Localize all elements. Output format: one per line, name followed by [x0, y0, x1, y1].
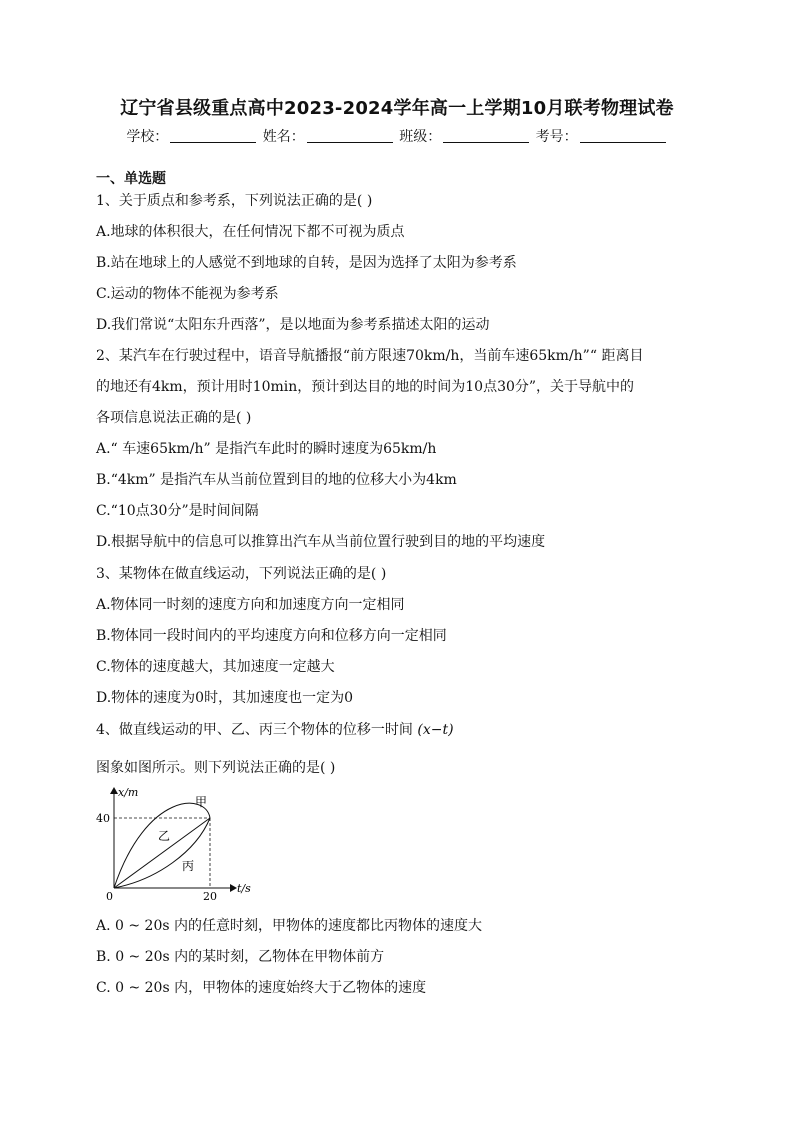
class-blank[interactable]: [443, 128, 529, 143]
xt-graph: [96, 782, 266, 900]
label-jia: 甲: [195, 795, 208, 809]
q2-stem-line3: 各项信息说法正确的是( ): [96, 410, 252, 426]
q2-option-b: B.“4km” 是指汽车从当前位置到目的地的位移大小为4km: [96, 472, 457, 488]
name-blank[interactable]: [307, 128, 393, 143]
q1-option-b: B.站在地球上的人感觉不到地球的自转，是因为选择了太阳为参考系: [96, 255, 517, 271]
q4-stem-expression: (x−t): [417, 722, 454, 738]
y-axis-label: x/m: [118, 786, 139, 799]
q2-option-d: D.根据导航中的信息可以推算出汽车从当前位置行驶到目的地的平均速度: [96, 534, 546, 550]
class-label: 班级：: [399, 129, 442, 145]
x-tick-20: 20: [203, 890, 217, 900]
label-bing: 丙: [182, 859, 195, 873]
q4-option-b: B. 0 ~ 20s 内的某时刻，乙物体在甲物体前方: [96, 949, 385, 965]
student-info-row: [0, 126, 794, 146]
exam-title: 辽宁省县级重点高中2023-2024学年高一上学期10月联考物理试卷: [120, 98, 674, 119]
school-blank[interactable]: [170, 128, 256, 143]
q3-option-a: A.物体同一时刻的速度方向和加速度方向一定相同: [96, 597, 405, 613]
q1-option-d: D.我们常说“太阳东升西落”，是以地面为参考系描述太阳的运动: [96, 317, 490, 333]
origin-label: 0: [106, 890, 113, 900]
q3-option-c: C.物体的速度越大，其加速度一定越大: [96, 659, 335, 675]
school-label: 学校：: [126, 129, 169, 145]
label-yi: 乙: [158, 829, 171, 843]
q2-stem-line1: 2、某汽车在行驶过程中，语音导航播报“前方限速70km/h，当前车速65km/h”“ 距离目: [96, 348, 644, 364]
q3-option-b: B.物体同一段时间内的平均速度方向和位移方向一定相同: [96, 628, 447, 644]
x-axis-label: t/s: [237, 882, 251, 895]
q2-option-a: A.“ 车速65km/h” 是指汽车此时的瞬时速度为65km/h: [96, 441, 437, 457]
q4-option-a: A. 0 ~ 20s 内的任意时刻，甲物体的速度都比丙物体的速度大: [96, 918, 482, 934]
q1-stem: 1、关于质点和参考系，下列说法正确的是( ): [96, 193, 373, 209]
y-tick-40: 40: [96, 812, 110, 825]
section-heading: 一、单选题: [96, 171, 166, 187]
q4-stem-text: 4、做直线运动的甲、乙、丙三个物体的位移一时间: [96, 722, 413, 738]
q1-option-c: C.运动的物体不能视为参考系: [96, 286, 279, 302]
name-label: 姓名：: [262, 129, 305, 145]
curve-jia: [114, 803, 210, 888]
exam-number-label: 考号：: [535, 129, 578, 145]
q3-option-d: D.物体的速度为0时，其加速度也一定为0: [96, 690, 353, 706]
q2-option-c: C.“10点30分”是时间间隔: [96, 503, 259, 519]
q3-stem: 3、某物体在做直线运动，下列说法正确的是( ): [96, 566, 387, 582]
q2-stem-line2: 的地还有4km，预计用时10min，预计到达目的地的时间为10点30分”，关于导航中的: [96, 379, 635, 395]
exam-number-blank[interactable]: [580, 128, 666, 143]
q4-option-c: C. 0 ~ 20s 内，甲物体的速度始终大于乙物体的速度: [96, 980, 427, 996]
q4-stem-line1: [96, 719, 454, 739]
q1-option-a: A.地球的体积很大，在任何情况下都不可视为质点: [96, 224, 405, 240]
q4-stem-line2: 图象如图所示。则下列说法正确的是( ): [96, 760, 336, 776]
